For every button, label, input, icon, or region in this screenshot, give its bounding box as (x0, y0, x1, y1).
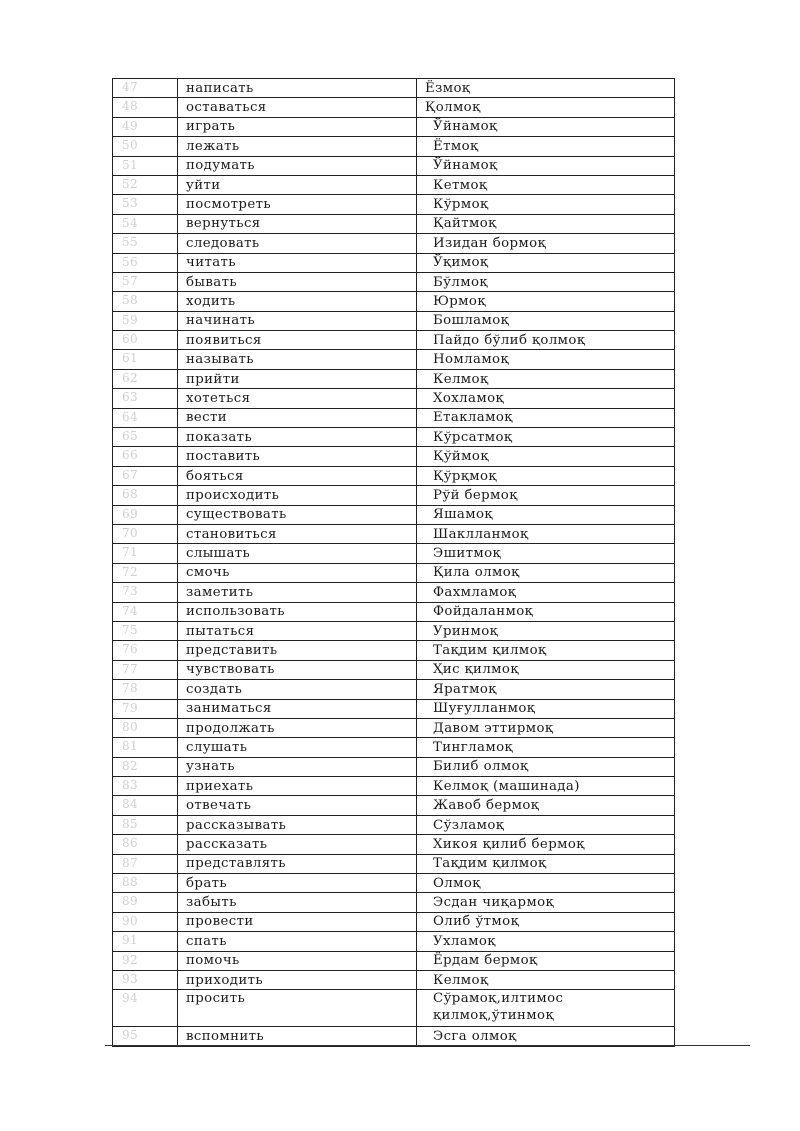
table-row (113, 680, 675, 699)
table-row (113, 272, 675, 291)
uzbek-translation: Ётмоқ (417, 137, 675, 156)
russian-word: оставаться (178, 98, 417, 117)
russian-word: вести (178, 408, 417, 427)
table-row (113, 524, 675, 543)
uzbek-translation: Рўй бермоқ (417, 486, 675, 505)
table-row (113, 98, 675, 117)
uzbek-translation: Шуғулланмоқ (417, 699, 675, 718)
uzbek-translation: Ухламоқ (417, 932, 675, 951)
russian-word: заниматься (178, 699, 417, 718)
table-row (113, 796, 675, 815)
uzbek-translation: Фойдаланмоқ (417, 602, 675, 621)
table-row (113, 466, 675, 485)
table-row (113, 137, 675, 156)
uzbek-translation: Жавоб бермоқ (417, 796, 675, 815)
table-row (113, 893, 675, 912)
row-number: 94 (113, 990, 178, 1027)
table-row (113, 738, 675, 757)
uzbek-translation: Тақдим қилмоқ (417, 641, 675, 660)
russian-word: пытаться (178, 621, 417, 640)
table-row (113, 486, 675, 505)
russian-word: существовать (178, 505, 417, 524)
table-row (113, 912, 675, 931)
row-number: 85 (113, 815, 178, 834)
uzbek-translation: Фахмламоқ (417, 583, 675, 602)
russian-word: забыть (178, 893, 417, 912)
row-number: 70 (113, 524, 178, 543)
russian-word: уйти (178, 175, 417, 194)
russian-word: подумать (178, 156, 417, 175)
page-rule (105, 1045, 750, 1046)
table-row (113, 331, 675, 350)
uzbek-translation: Кўрсатмоқ (417, 428, 675, 447)
uzbek-translation: Шаклланмоқ (417, 524, 675, 543)
table-row (113, 1027, 675, 1046)
russian-word: начинать (178, 311, 417, 330)
russian-word: показать (178, 428, 417, 447)
uzbek-translation: Эсдан чиқармоқ (417, 893, 675, 912)
row-number: 83 (113, 777, 178, 796)
russian-word: чувствовать (178, 660, 417, 679)
russian-word: узнать (178, 757, 417, 776)
table-row (113, 854, 675, 873)
row-number: 89 (113, 893, 178, 912)
russian-word: ходить (178, 292, 417, 311)
russian-word: поставить (178, 447, 417, 466)
table-row (113, 505, 675, 524)
russian-word: написать (178, 79, 417, 98)
table-row (113, 835, 675, 854)
russian-word: следовать (178, 234, 417, 253)
row-number: 79 (113, 699, 178, 718)
row-number: 80 (113, 718, 178, 737)
russian-word: называть (178, 350, 417, 369)
table-row (113, 602, 675, 621)
row-number: 50 (113, 137, 178, 156)
row-number: 69 (113, 505, 178, 524)
table-row (113, 214, 675, 233)
row-number: 74 (113, 602, 178, 621)
russian-word: использовать (178, 602, 417, 621)
table-row (113, 253, 675, 272)
russian-word: рассказывать (178, 815, 417, 834)
russian-word: становиться (178, 524, 417, 543)
uzbek-translation: Қолмоқ (417, 98, 675, 117)
row-number: 61 (113, 350, 178, 369)
russian-word: просить (178, 990, 417, 1027)
uzbek-translation: Кетмоқ (417, 175, 675, 194)
uzbek-translation: Уринмоқ (417, 621, 675, 640)
table-row (113, 428, 675, 447)
row-number: 77 (113, 660, 178, 679)
row-number: 95 (113, 1027, 178, 1046)
row-number: 48 (113, 98, 178, 117)
uzbek-translation: Яратмоқ (417, 680, 675, 699)
russian-word: прийти (178, 369, 417, 388)
table-row (113, 718, 675, 737)
uzbek-translation: Келмоқ (машинада) (417, 777, 675, 796)
row-number: 55 (113, 234, 178, 253)
row-number: 68 (113, 486, 178, 505)
row-number: 62 (113, 369, 178, 388)
row-number: 65 (113, 428, 178, 447)
table-row (113, 970, 675, 989)
row-number: 82 (113, 757, 178, 776)
table-row (113, 292, 675, 311)
row-number: 76 (113, 641, 178, 660)
table-row (113, 563, 675, 582)
uzbek-translation: Етакламоқ (417, 408, 675, 427)
row-number: 81 (113, 738, 178, 757)
russian-word: появиться (178, 331, 417, 350)
row-number: 67 (113, 466, 178, 485)
row-number: 60 (113, 331, 178, 350)
uzbek-translation: Изидан бормоқ (417, 234, 675, 253)
russian-word: заметить (178, 583, 417, 602)
uzbek-translation: Сўрамоқ,илтимос қилмоқ,ўтинмоқ (417, 990, 675, 1027)
table-row (113, 641, 675, 660)
uzbek-translation: Кўрмоқ (417, 195, 675, 214)
uzbek-translation: Яшамоқ (417, 505, 675, 524)
row-number: 53 (113, 195, 178, 214)
table-row (113, 777, 675, 796)
uzbek-translation: Қайтмоқ (417, 214, 675, 233)
row-number: 72 (113, 563, 178, 582)
uzbek-translation: Юрмоқ (417, 292, 675, 311)
table-row (113, 156, 675, 175)
row-number: 87 (113, 854, 178, 873)
table-row (113, 757, 675, 776)
table-row (113, 350, 675, 369)
row-number: 91 (113, 932, 178, 951)
uzbek-translation: Қўрқмоқ (417, 466, 675, 485)
uzbek-translation: Хохламоқ (417, 389, 675, 408)
row-number: 93 (113, 970, 178, 989)
row-number: 51 (113, 156, 178, 175)
uzbek-translation: Қўймоқ (417, 447, 675, 466)
table-row (113, 932, 675, 951)
row-number: 71 (113, 544, 178, 563)
row-number: 64 (113, 408, 178, 427)
russian-word: отвечать (178, 796, 417, 815)
table-row (113, 874, 675, 893)
table-row (113, 117, 675, 136)
russian-word: происходить (178, 486, 417, 505)
russian-word: посмотреть (178, 195, 417, 214)
uzbek-translation: Сўзламоқ (417, 815, 675, 834)
table-row (113, 699, 675, 718)
uzbek-translation: Тақдим қилмоқ (417, 854, 675, 873)
uzbek-translation: Қила олмоқ (417, 563, 675, 582)
row-number: 63 (113, 389, 178, 408)
table-row (113, 408, 675, 427)
russian-word: приехать (178, 777, 417, 796)
row-number: 47 (113, 79, 178, 98)
uzbek-translation: Номламоқ (417, 350, 675, 369)
uzbek-translation: Ўйнамоқ (417, 117, 675, 136)
row-number: 88 (113, 874, 178, 893)
uzbek-translation: Бошламоқ (417, 311, 675, 330)
uzbek-translation: Эшитмоқ (417, 544, 675, 563)
russian-word: помочь (178, 951, 417, 970)
russian-word: провести (178, 912, 417, 931)
russian-word: слышать (178, 544, 417, 563)
table-row (113, 195, 675, 214)
russian-word: брать (178, 874, 417, 893)
uzbek-translation: Ҳис қилмоқ (417, 660, 675, 679)
uzbek-translation: Келмоқ (417, 369, 675, 388)
russian-word: слушать (178, 738, 417, 757)
uzbek-translation: Билиб олмоқ (417, 757, 675, 776)
table-row (113, 389, 675, 408)
table-row (113, 79, 675, 98)
russian-word: представить (178, 641, 417, 660)
vocabulary-table (112, 78, 675, 1047)
table-row (113, 175, 675, 194)
uzbek-translation: Ўқимоқ (417, 253, 675, 272)
russian-word: создать (178, 680, 417, 699)
uzbek-translation: Келмоқ (417, 970, 675, 989)
table-row (113, 369, 675, 388)
row-number: 86 (113, 835, 178, 854)
russian-word: представлять (178, 854, 417, 873)
russian-word: читать (178, 253, 417, 272)
row-number: 66 (113, 447, 178, 466)
table-row (113, 234, 675, 253)
uzbek-translation: Хикоя қилиб бермоқ (417, 835, 675, 854)
row-number: 59 (113, 311, 178, 330)
table-row (113, 583, 675, 602)
table-row (113, 990, 675, 1027)
russian-word: вспомнить (178, 1027, 417, 1046)
vocabulary-table-body (113, 79, 675, 1047)
table-row (113, 660, 675, 679)
uzbek-translation: Олмоқ (417, 874, 675, 893)
table-row (113, 951, 675, 970)
russian-word: бояться (178, 466, 417, 485)
uzbek-translation: Ёрдам бермоқ (417, 951, 675, 970)
russian-word: хотеться (178, 389, 417, 408)
table-row (113, 311, 675, 330)
uzbek-translation: Олиб ўтмоқ (417, 912, 675, 931)
row-number: 73 (113, 583, 178, 602)
row-number: 78 (113, 680, 178, 699)
russian-word: бывать (178, 272, 417, 291)
uzbek-translation: Пайдо бўлиб қолмоқ (417, 331, 675, 350)
row-number: 58 (113, 292, 178, 311)
uzbek-translation: Тингламоқ (417, 738, 675, 757)
russian-word: спать (178, 932, 417, 951)
row-number: 84 (113, 796, 178, 815)
russian-word: вернуться (178, 214, 417, 233)
row-number: 90 (113, 912, 178, 931)
row-number: 49 (113, 117, 178, 136)
russian-word: смочь (178, 563, 417, 582)
row-number: 52 (113, 175, 178, 194)
row-number: 56 (113, 253, 178, 272)
table-row (113, 447, 675, 466)
russian-word: приходить (178, 970, 417, 989)
row-number: 75 (113, 621, 178, 640)
row-number: 57 (113, 272, 178, 291)
row-number: 54 (113, 214, 178, 233)
russian-word: продолжать (178, 718, 417, 737)
table-row (113, 815, 675, 834)
uzbek-translation: Ўйнамоқ (417, 156, 675, 175)
russian-word: лежать (178, 137, 417, 156)
table-row (113, 544, 675, 563)
russian-word: рассказать (178, 835, 417, 854)
uzbek-translation: Давом эттирмоқ (417, 718, 675, 737)
russian-word: играть (178, 117, 417, 136)
row-number: 92 (113, 951, 178, 970)
uzbek-translation: Ёзмоқ (417, 79, 675, 98)
table-row (113, 621, 675, 640)
uzbek-translation: Бўлмоқ (417, 272, 675, 291)
uzbek-translation: Эсга олмоқ (417, 1027, 675, 1046)
